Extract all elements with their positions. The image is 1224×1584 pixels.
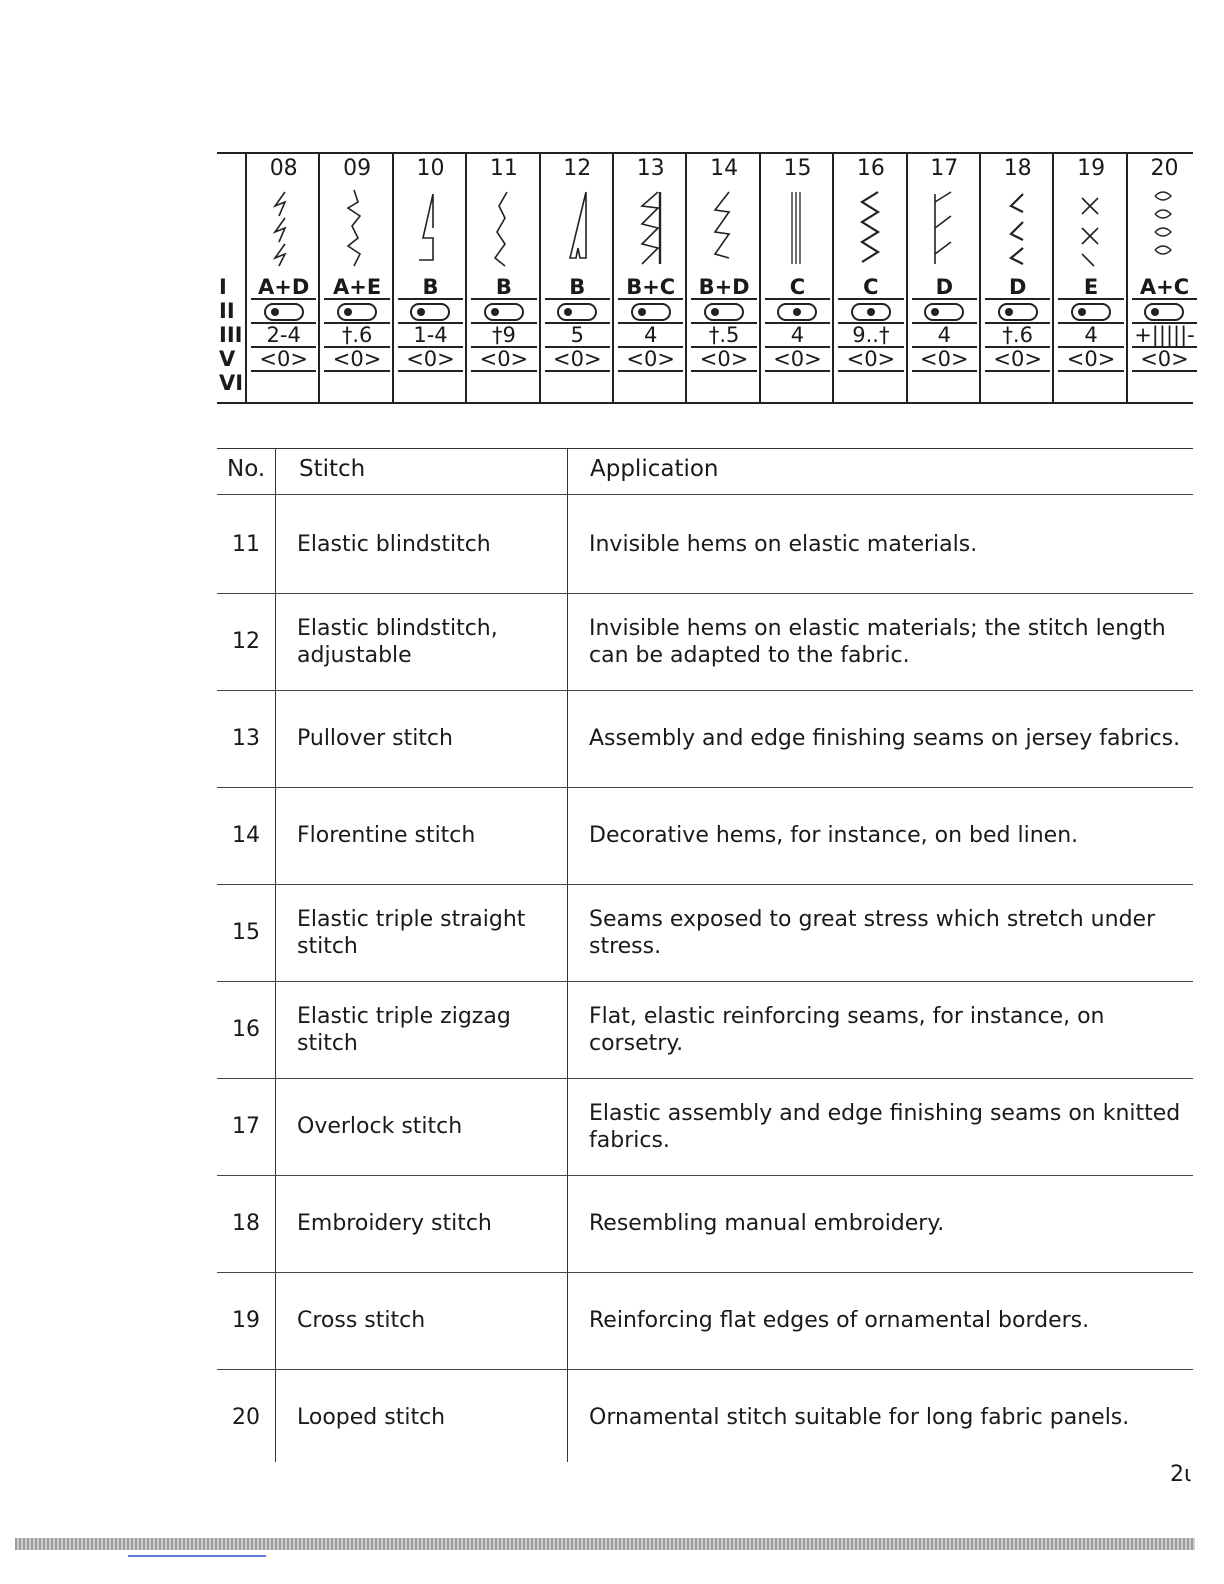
needle-position <box>1132 300 1197 324</box>
stitch-pattern-icon <box>981 188 1054 268</box>
stitch-description-table <box>217 448 1193 1462</box>
stitch-length: 9..† <box>838 324 903 348</box>
page-number: 2ι <box>1170 1462 1192 1487</box>
row-application: Seams exposed to great stress which stretch under stress. <box>589 906 1156 959</box>
stitch-pattern-icon <box>394 188 467 268</box>
needle-position-icon <box>484 303 524 321</box>
stitch-number: 13 <box>636 156 665 181</box>
stitch-number: 10 <box>416 156 445 181</box>
row-label-i: I <box>219 275 227 299</box>
stitch-length: †.5 <box>691 324 756 348</box>
row-stitch: Elastic blindstitch, adjustable <box>297 615 498 668</box>
stitch-pattern-icon <box>614 188 687 268</box>
stitch-column-11 <box>465 152 540 402</box>
header-stitch: Stitch <box>299 456 366 482</box>
stitch-column-15 <box>759 152 834 402</box>
row-application: Ornamental stitch suitable for long fabric panels. <box>589 1405 1130 1430</box>
foot-setting: D <box>985 276 1050 300</box>
row-number: 17 <box>232 1114 260 1139</box>
table-top-rule <box>217 448 1193 449</box>
foot-setting: A+E <box>324 276 389 300</box>
tension-setting: <0> <box>398 348 463 372</box>
tension-setting: <0> <box>251 348 316 372</box>
needle-position <box>838 300 903 324</box>
tension-setting: <0> <box>912 348 977 372</box>
needle-position <box>1058 300 1123 324</box>
chart-bottom-rule <box>217 402 1193 404</box>
tension-setting: <0> <box>985 348 1050 372</box>
needle-position-icon <box>1144 303 1184 321</box>
stitch-number: 17 <box>930 156 959 181</box>
row-number: 14 <box>232 823 260 848</box>
row-number: 16 <box>232 1017 260 1042</box>
stitch-number: 16 <box>856 156 885 181</box>
stitch-column-18 <box>979 152 1054 402</box>
row-stitch: Pullover stitch <box>297 726 453 751</box>
row-number: 15 <box>232 920 260 945</box>
tension-setting: <0> <box>324 348 389 372</box>
foot-setting: E <box>1058 276 1123 300</box>
stitch-settings-chart <box>217 152 1193 404</box>
stitch-length: 4 <box>765 324 830 348</box>
stitch-length: 4 <box>618 324 683 348</box>
foot-setting: B <box>471 276 536 300</box>
row-label-ii: II <box>219 299 235 323</box>
footer-link-underline <box>128 1555 266 1557</box>
table-row <box>217 884 1193 981</box>
row-label-vi: VI <box>219 371 244 395</box>
foot-setting: B <box>545 276 610 300</box>
needle-position <box>545 300 610 324</box>
stitch-length: †.6 <box>324 324 389 348</box>
stitch-length: 1-4 <box>398 324 463 348</box>
row-stitch: Overlock stitch <box>297 1114 463 1139</box>
table-row <box>217 1078 1193 1175</box>
stitch-column-10 <box>392 152 467 402</box>
table-row <box>217 981 1193 1078</box>
foot-setting: D <box>912 276 977 300</box>
row-stitch: Florentine stitch <box>297 823 476 848</box>
stitch-length: 5 <box>545 324 610 348</box>
stitch-number: 14 <box>710 156 739 181</box>
tension-setting: <0> <box>838 348 903 372</box>
stitch-number: 08 <box>269 156 298 181</box>
foot-setting: B+D <box>691 276 756 300</box>
stitch-number: 18 <box>1003 156 1032 181</box>
row-application: Elastic assembly and edge finishing seams on knitted fabrics. <box>589 1100 1181 1153</box>
stitch-number: 19 <box>1077 156 1106 181</box>
stitch-column-14 <box>685 152 760 402</box>
header-no: No. <box>227 456 266 482</box>
needle-position-icon <box>264 303 304 321</box>
needle-position <box>691 300 756 324</box>
stitch-column-09 <box>318 152 393 402</box>
table-row <box>217 1175 1193 1272</box>
stitch-pattern-icon <box>467 188 540 268</box>
needle-position-icon <box>410 303 450 321</box>
needle-position-icon <box>851 303 891 321</box>
stitch-length: 4 <box>1058 324 1123 348</box>
stitch-length: 2-4 <box>251 324 316 348</box>
row-stitch: Elastic triple zigzag stitch <box>297 1003 511 1056</box>
header-application: Application <box>590 456 719 482</box>
row-application: Resembling manual embroidery. <box>589 1211 945 1236</box>
stitch-length: †9 <box>471 324 536 348</box>
stitch-pattern-icon <box>1128 188 1201 268</box>
stitch-number: 11 <box>489 156 518 181</box>
row-application: Invisible hems on elastic materials. <box>589 532 978 557</box>
stitch-number: 20 <box>1150 156 1179 181</box>
needle-position <box>912 300 977 324</box>
stitch-column-17 <box>906 152 981 402</box>
stitch-length: +|||||- <box>1132 324 1197 348</box>
needle-position <box>471 300 536 324</box>
foot-setting: B <box>398 276 463 300</box>
foot-setting: C <box>765 276 830 300</box>
stitch-column-20 <box>1126 152 1201 402</box>
row-stitch: Elastic blindstitch <box>297 532 491 557</box>
needle-position-icon <box>557 303 597 321</box>
tension-setting: <0> <box>765 348 830 372</box>
stitch-pattern-icon <box>834 188 907 268</box>
row-application: Assembly and edge finishing seams on jersey fabrics. <box>589 726 1181 751</box>
needle-position <box>985 300 1050 324</box>
stitch-column-12 <box>539 152 614 402</box>
header-rule <box>217 494 1193 495</box>
needle-position-icon <box>337 303 377 321</box>
row-label-iii: III <box>219 323 243 347</box>
row-application: Flat, elastic reinforcing seams, for instance, on corsetry. <box>589 1003 1105 1056</box>
scan-footer-bar <box>15 1538 1195 1550</box>
table-row <box>217 787 1193 884</box>
needle-position-icon <box>631 303 671 321</box>
row-number: 13 <box>232 726 260 751</box>
row-number: 18 <box>232 1211 260 1236</box>
row-number: 12 <box>232 629 260 654</box>
needle-position <box>765 300 830 324</box>
needle-position <box>324 300 389 324</box>
table-row <box>217 690 1193 787</box>
stitch-number: 12 <box>563 156 592 181</box>
stitch-number: 15 <box>783 156 812 181</box>
stitch-column-08 <box>245 152 320 402</box>
needle-position-icon <box>704 303 744 321</box>
stitch-column-13 <box>612 152 687 402</box>
stitch-pattern-icon <box>761 188 834 268</box>
row-application: Invisible hems on elastic materials; the stitch length can be adapted to the fabric. <box>589 615 1166 668</box>
tension-setting: <0> <box>691 348 756 372</box>
foot-setting: A+D <box>251 276 316 300</box>
row-application: Decorative hems, for instance, on bed linen. <box>589 823 1079 848</box>
tension-setting: <0> <box>1132 348 1197 372</box>
stitch-pattern-icon <box>247 188 320 268</box>
row-application: Reinforcing flat edges of ornamental borders. <box>589 1308 1090 1333</box>
stitch-column-19 <box>1052 152 1127 402</box>
row-stitch: Looped stitch <box>297 1405 446 1430</box>
stitch-pattern-icon <box>320 188 393 268</box>
row-label-v: V <box>219 347 236 371</box>
foot-setting: B+C <box>618 276 683 300</box>
stitch-length: 4 <box>912 324 977 348</box>
needle-position-icon <box>998 303 1038 321</box>
foot-setting: C <box>838 276 903 300</box>
table-row <box>217 1272 1193 1369</box>
table-row <box>217 1369 1193 1466</box>
table-row <box>217 593 1193 690</box>
row-number: 19 <box>232 1308 260 1333</box>
table-row <box>217 496 1193 593</box>
row-stitch: Embroidery stitch <box>297 1211 492 1236</box>
row-stitch: Elastic triple straight stitch <box>297 906 526 959</box>
needle-position <box>251 300 316 324</box>
stitch-column-16 <box>832 152 907 402</box>
row-stitch: Cross stitch <box>297 1308 426 1333</box>
needle-position-icon <box>777 303 817 321</box>
tension-setting: <0> <box>1058 348 1123 372</box>
row-number: 11 <box>232 532 260 557</box>
stitch-pattern-icon <box>1054 188 1127 268</box>
stitch-pattern-icon <box>687 188 760 268</box>
needle-position-icon <box>924 303 964 321</box>
stitch-pattern-icon <box>908 188 981 268</box>
row-number: 20 <box>232 1405 260 1430</box>
tension-setting: <0> <box>618 348 683 372</box>
needle-position <box>398 300 463 324</box>
needle-position <box>618 300 683 324</box>
needle-position-icon <box>1071 303 1111 321</box>
stitch-pattern-icon <box>541 188 614 268</box>
stitch-length: †.6 <box>985 324 1050 348</box>
foot-setting: A+C <box>1132 276 1197 300</box>
tension-setting: <0> <box>471 348 536 372</box>
tension-setting: <0> <box>545 348 610 372</box>
stitch-number: 09 <box>343 156 372 181</box>
